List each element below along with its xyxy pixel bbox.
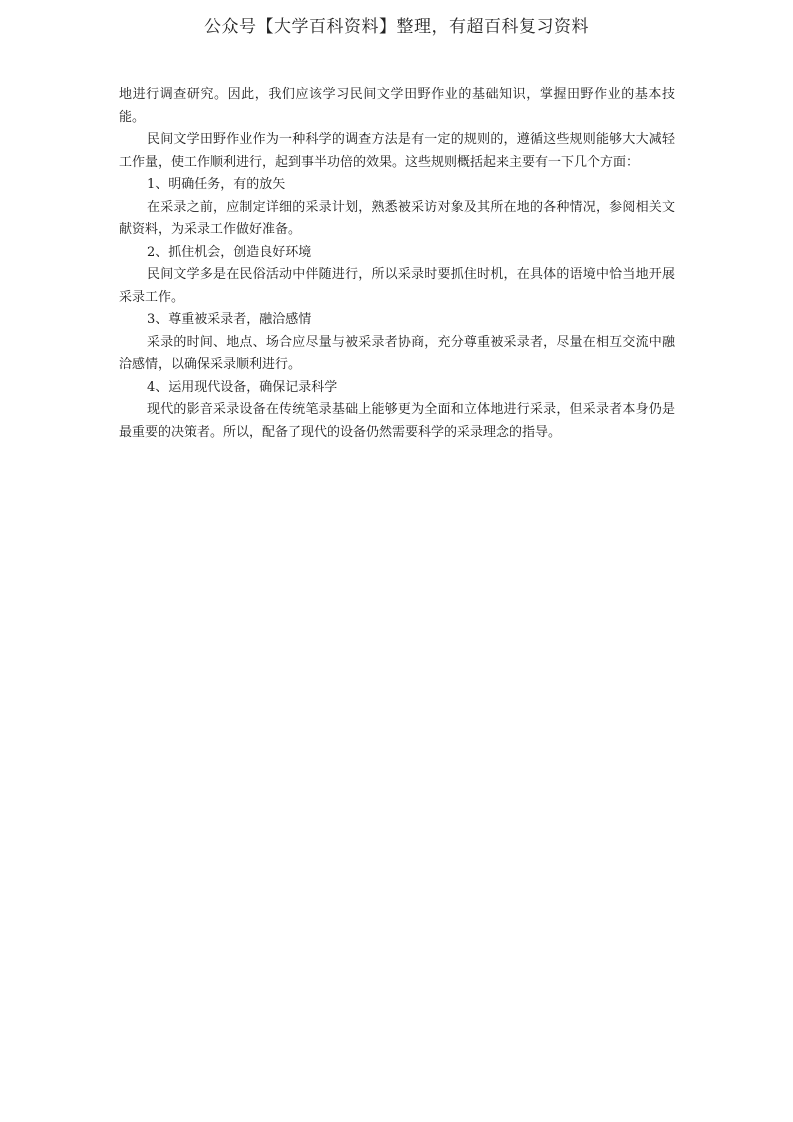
page-header: 公众号【大学百科资料】整理，有超百科复习资料	[204, 17, 589, 37]
section-heading: 1、明确任务，有的放矢	[147, 177, 286, 192]
paragraph: 采录的时间、地点、场合应尽量与被采录者协商，充分尊重被采录者，尽量在相互交流中融洽感情，以确保采录顺利进行。	[119, 334, 675, 372]
paragraph: 民间文学多是在民俗活动中伴随进行，所以采录时要抓住时机，在具体的语境中恰当地开展采录工作。	[119, 267, 675, 305]
paragraph: 民间文学田野作业作为一种科学的调查方法是有一定的规则的，遵循这些规则能够大大减轻工作量，使工作顺利进行，起到事半功倍的效果。这些规则概括起来主要有一下几个方面：	[119, 132, 675, 170]
paragraph: 在采录之前，应制定详细的采录计划，熟悉被采访对象及其所在地的各种情况，参阅相关文献资料，为采录工作做好准备。	[119, 199, 675, 237]
document-body	[119, 84, 675, 444]
paragraph: 现代的影音采录设备在传统笔录基础上能够更为全面和立体地进行采录，但采录者本身仍是最重要的决策者。所以，配备了现代的设备仍然需要科学的采录理念的指导。	[119, 402, 675, 440]
section-heading: 3、尊重被采录者，融洽感情	[147, 312, 312, 327]
section-heading: 2、抓住机会，创造良好环境	[147, 244, 312, 260]
paragraph: 地进行调查研究。因此，我们应该学习民间文学田野作业的基础知识，掌握田野作业的基本技能。	[119, 87, 675, 125]
section-heading: 4、运用现代设备，确保记录科学	[147, 379, 338, 395]
